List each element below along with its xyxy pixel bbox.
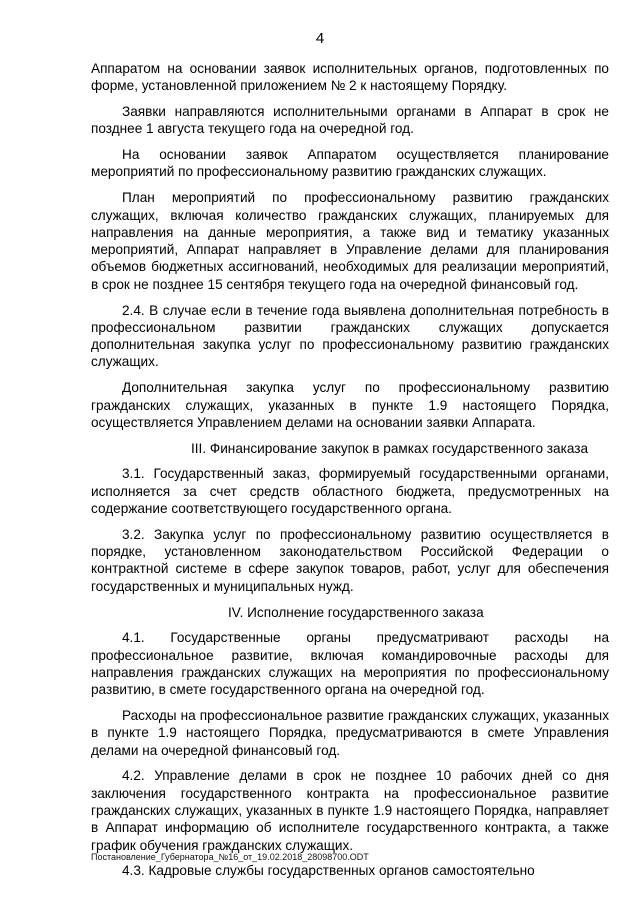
paragraph: 2.4. В случае если в течение года выявлена дополнительная потребность в профессиональном развитии гражданских служащих допускается дополнительная закупка услуг по профессиональному развитию гражданских служащих.	[91, 302, 609, 370]
paragraph: 4.3. Кадровые службы государственных органов самостоятельно	[122, 863, 535, 879]
paragraph: Аппаратом на основании заявок исполнительных органов, подготовленных по форме, установленной приложением № 2 к настоящему Порядку.	[91, 61, 609, 94]
section-heading: III. Финансирование закупок в рамках государственного заказа	[191, 440, 589, 456]
paragraph: План мероприятий по профессиональному развитию гражданских служащих, включая количество гражданских служащих, планируемых для направления на данные мероприятия, а также вид и тематику указанных мероприятий, Аппарат направляет в Управление делами для планирования объемов бюджетных ассигнований, необходимых для реализации мероприятий, в срок не позднее 15 сентября текущего года на очередной финансовый год.	[91, 190, 609, 292]
paragraph: Расходы на профессиональное развитие гражданских служащих, указанных в пункте 1.9 настоящего Порядка, предусматриваются в смете Управления делами на очередной финансовый год.	[91, 708, 609, 758]
paragraph: 4.2. Управление делами в срок не позднее 10 рабочих дней со дня заключения государственного контракта на профессиональное развитие гражданских служащих, указанных в пункте 1.9 настоящего Порядка, направляет в Аппарат информацию об исполнителе государственного контракта, а также график обучения гражданских служащих.	[91, 768, 609, 853]
paragraph: Заявки направляются исполнительными органами в Аппарат в срок не позднее 1 августа текущего года на очередной год.	[91, 104, 609, 137]
footer-filename: Постановление_Губернатора_№16_от_19.02.2018_28098700.ODT	[91, 852, 369, 862]
section-heading: IV. Исполнение государственного заказа	[228, 604, 484, 620]
paragraph: 3.2. Закупка услуг по профессиональному развитию осуществляется в порядке, установленном законодательством Российской Федерации о контрактной системе в сфере закупок товаров, работ, услуг для обеспечения государственных и муниципальных нужд.	[91, 526, 609, 594]
paragraph: Дополнительная закупка услуг по профессиональному развитию гражданских служащих, указанных в пункте 1.9 настоящего Порядка, осуществляется Управлением делами на основании заявки Аппарата.	[91, 380, 609, 430]
page-number: 4	[315, 30, 325, 47]
paragraph: 3.1. Государственный заказ, формируемый государственными органами, исполняется за счет средств областного бюджета, предусмотренных на содержание соответствующего государственного органа.	[91, 466, 609, 517]
paragraph: 4.1. Государственные органы предусматривают расходы на профессиональное развитие, включая командировочные расходы для направления гражданских служащих на мероприятия по профессиональному развитию, в смете государственного органа на очередной год.	[91, 630, 609, 698]
paragraph: На основании заявок Аппаратом осуществляется планирование мероприятий по профессиональному развитию гражданских служащих.	[91, 147, 609, 180]
document-body	[91, 60, 609, 888]
